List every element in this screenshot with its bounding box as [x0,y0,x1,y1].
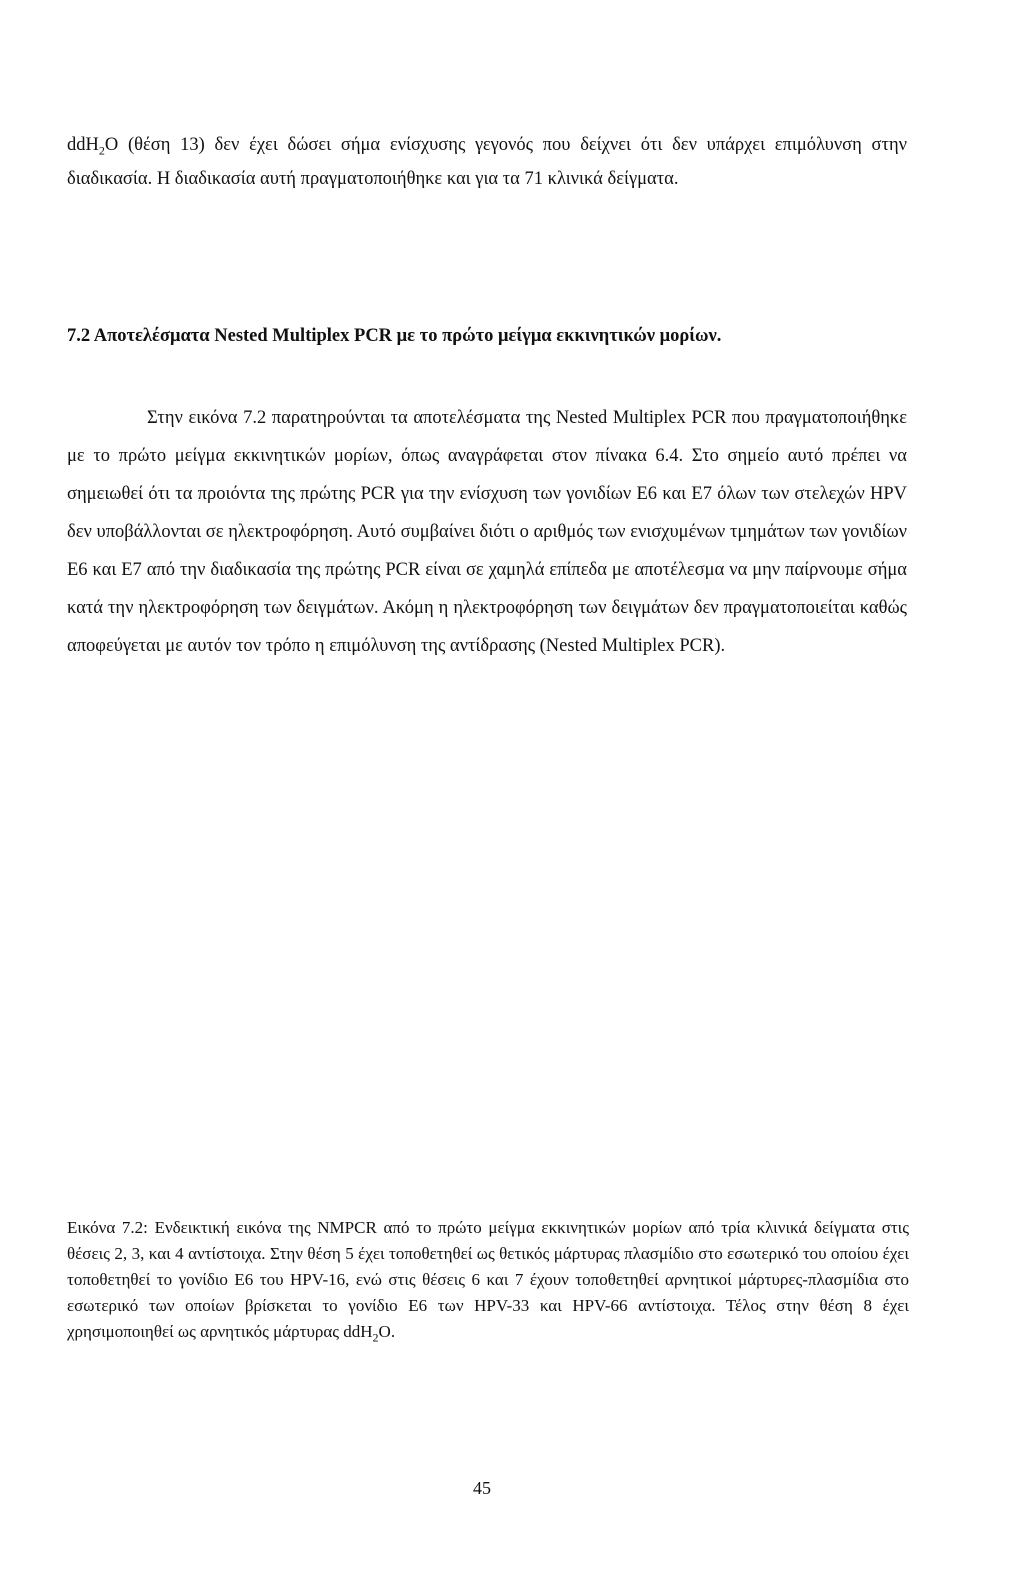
section-heading: 7.2 Αποτελέσματα Nested Multiplex PCR με το πρώτο μείγμα εκκινητικών μορίων. [67,326,722,346]
page-number-container [0,1478,1024,1499]
caption-end: O. [378,1322,396,1341]
page-number: 45 [473,1478,491,1498]
paragraph-results: Στην εικόνα 7.2 παρατηρούνται τα αποτελέσματα της Nested Multiplex PCR που πραγματοποιήθηκε με το πρώτο μείγμα εκκινητικών μορίων, όπως αναγράφεται στον πίνακα 6.4. Στο σημείο αυτό πρέπει να σημειωθεί ότι τα προιόντα της πρώτης PCR για την ενίσχυση των γονιδίων Ε6 και Ε7 όλων των στελεχών HPV δεν υποβάλλονται σε ηλεκτροφόρηση. Αυτό συμβαίνει διότι ο αριθμός των ενισχυμένων τμημάτων των γονιδίων Ε6 και Ε7 από την διαδικασία της πρώτης PCR είναι σε χαμηλά επίπεδα με αποτέλεσμα να μην παίρνουμε σήμα κατά την ηλεκτροφόρηση των δειγμάτων. Ακόμη η ηλεκτροφόρηση των δειγμάτων δεν πραγματοποιείται καθώς αποφεύγεται με αυτόν τον τρόπο η επιμόλυνση της αντίδρασης (Nested Multiplex PCR). [67,408,907,656]
figure-caption [67,1215,909,1345]
paragraph-text-prefix: ddH [67,135,99,155]
caption-text: Εικόνα 7.2: Ενδεικτική εικόνα της NMPCR από το πρώτο μείγμα εκκινητικών μορίων από τρία κλινικά δείγματα στις θέσεις 2, 3, και 4 αντίστοιχα. Στην θέση 5 έχει τοποθετηθεί ως θετικός μάρτυρας πλασμίδιο στο εσωτερικό του οποίου έχει τοποθετηθεί το γονίδιο Ε6 του HPV-16, ενώ στις θέσεις 6 και 7 έχουν τοποθετηθεί αρνητικοί μάρτυρες-πλασμίδια στο εσωτερικό των οποίων βρίσκεται το γονίδιο Ε6 των HPV-33 και HPV-66 αντίστοιχα. Τέλος στην θέση 8 έχει χρησιμοποιηθεί ως αρνητικός μάρτυρας ddH [67,1218,909,1341]
caption-subscript: 2 [372,1330,379,1345]
subscript-2: 2 [98,143,105,158]
paragraph-text-rest: O (θέση 13) δεν έχει δώσει σήμα ενίσχυσης γεγονός που δείχνει ότι δεν υπάρχει επιμόλυνση στην διαδικασία. Η διαδικασία αυτή πραγματοποιήθηκε και για τα 71 κλινικά δείγματα. [67,135,907,189]
paragraph-contamination-note [67,128,907,196]
